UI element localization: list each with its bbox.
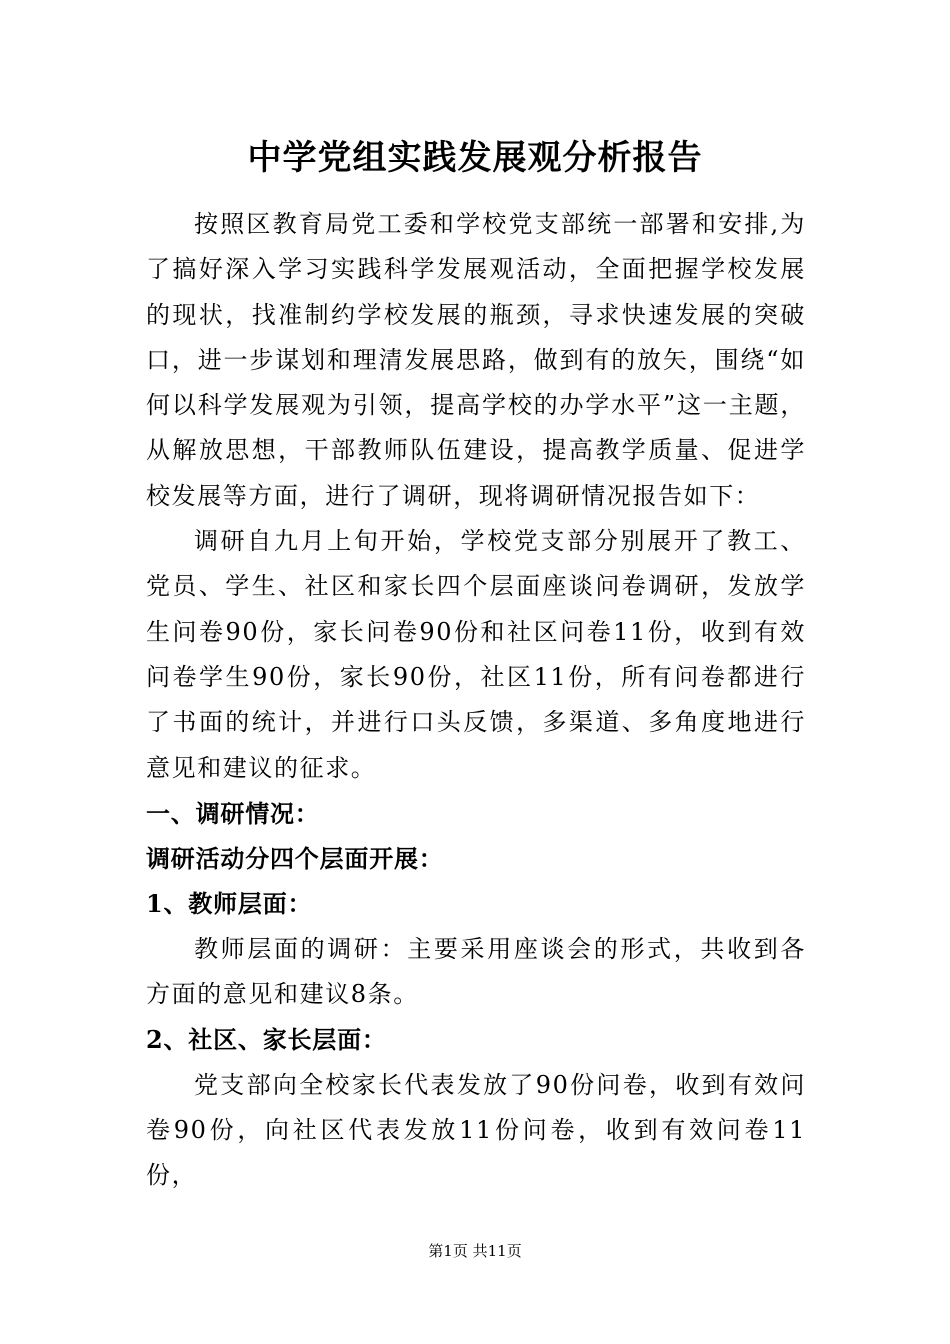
survey-paragraph: 调研自九月上旬开始，学校党支部分别展开了教工、党员、学生、社区和家长四个层面座谈问卷调研，发放学生问卷90份，家长问卷90份和社区问卷11份，收到有效问卷学生90份，家长90份，社区11份，所有问卷都进行了书面的统计，并进行口头反馈，多渠道、多角度地进行意见和建议的征求。 xyxy=(146,527,806,782)
section-heading-research: 一、调研情况： xyxy=(146,798,320,828)
subheading-community-parents: 2、社区、家长层面： xyxy=(146,1025,387,1055)
subheading-four-levels: 调研活动分四个层面开展： xyxy=(146,844,444,874)
subheading-teachers: 1、教师层面： xyxy=(146,889,313,919)
intro-paragraph: 按照区教育局党工委和学校党支部统一部署和安排,为了搞好深入学习实践科学发展观活动，全面把握学校发展的现状，找准制约学校发展的瓶颈，寻求快速发展的突破口，进一步谋划和理清发展思路，做到有的放矢，围绕“如何以科学发展观为引领，提高学校的办学水平”这一主题，从解放思想，干部教师队伍建设，提高教学质量、促进学校发展等方面，进行了调研，现将调研情况报告如下： xyxy=(146,210,806,510)
teachers-paragraph: 教师层面的调研：主要采用座谈会的形式，共收到各方面的意见和建议8条。 xyxy=(146,934,806,1009)
community-paragraph: 党支部向全校家长代表发放了90份问卷，收到有效问卷90份，向社区代表发放11份问卷，收到有效问卷11份， xyxy=(146,1070,806,1190)
document-body xyxy=(146,202,806,1199)
page-footer: 第1页 共11页 xyxy=(428,1242,522,1260)
document-title: 中学党组实践发展观分析报告 xyxy=(247,138,703,178)
